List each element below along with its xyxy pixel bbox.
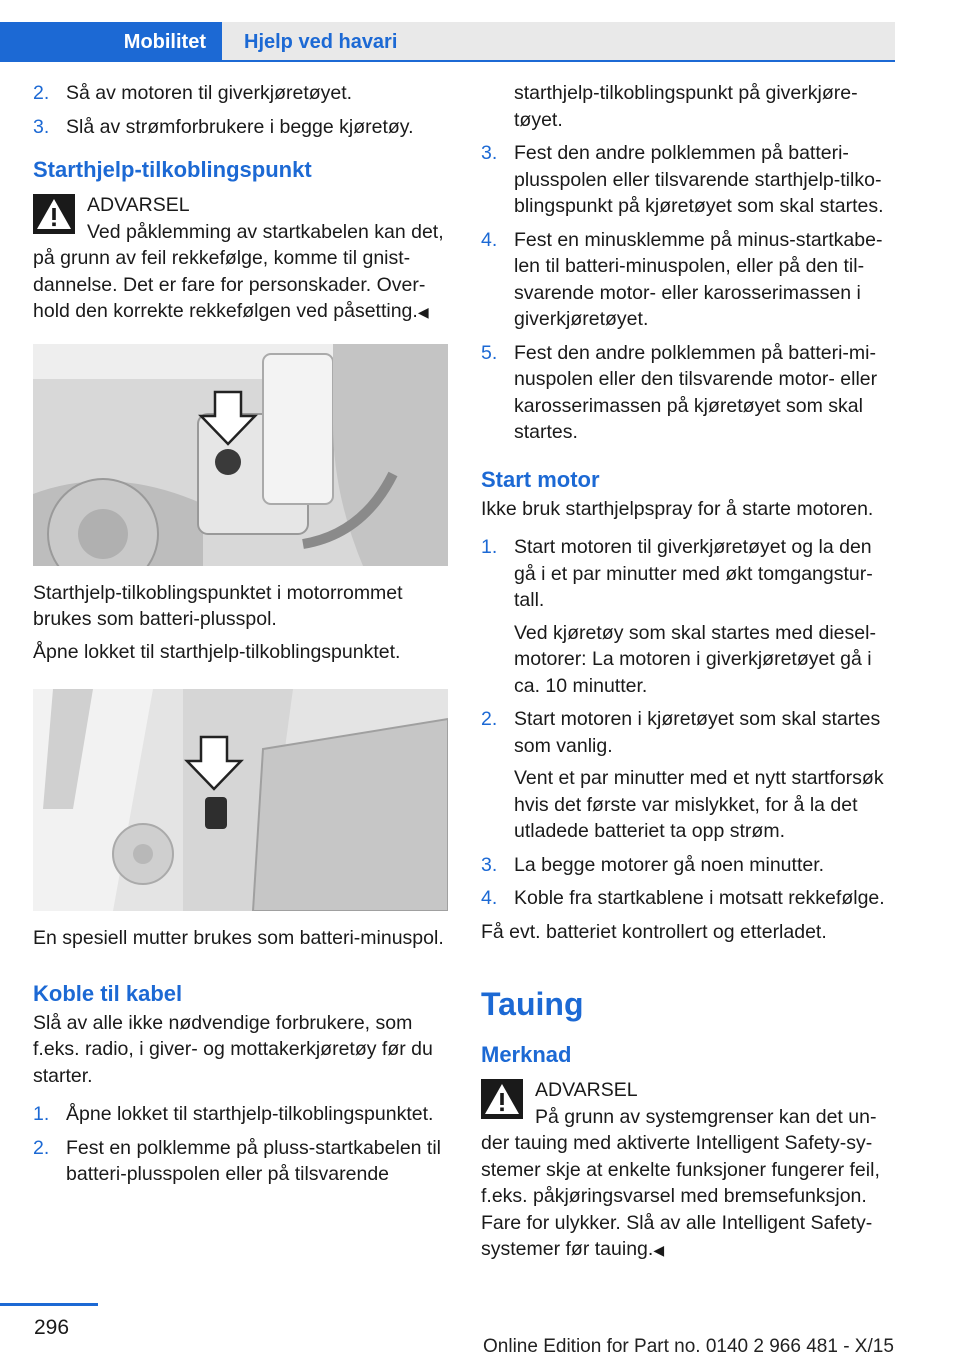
page-number: 296 [34, 1316, 70, 1339]
step-number: 1. [33, 1103, 50, 1125]
heading-start-engine: Start motor [481, 466, 600, 492]
list-item [481, 340, 896, 446]
text-no-spray: Ikke bruk starthjelpspray for å starte motoren. [481, 497, 874, 520]
list-item [481, 534, 896, 699]
tab-mobilitet-label: Mobilitet [123, 30, 206, 53]
heading-connect-cable: Koble til kabel [33, 980, 183, 1006]
text-battery-check: Få evt. batteriet kontrollert og etterladet. [481, 920, 827, 943]
step-number: 3. [481, 142, 498, 164]
step-number: 2. [33, 82, 50, 104]
list-item [481, 706, 896, 845]
header-divider [0, 60, 895, 62]
caption-plus-pole: Starthjelp-tilkoblingspunktet i motorrommet brukes som batteri-plusspol. [33, 581, 403, 630]
edition-note: Online Edition for Part no. 0140 2 966 481 - X/15 [483, 1336, 894, 1357]
end-mark: ◀ [653, 1242, 665, 1258]
warning-title: ADVARSEL [87, 194, 190, 216]
step-text: Fest en minusklemme på minus-startkabelen til batteri-minuspolen, eller på den tilsvarende motor- eller karosserimassen i giverkjøretøyet. [514, 228, 883, 330]
text-cable: Slå av alle ikke nødvendige forbrukere, som f.eks. radio, i giver- og mottakerkjøretøy før du starter. [33, 1011, 433, 1087]
steps-top-list [33, 80, 448, 140]
minus-pole-nut-image [33, 689, 448, 911]
page-header [0, 0, 960, 62]
step-text [514, 706, 896, 845]
step-sub-text: Ved kjøretøy som skal startes med dieselmotorer: La motoren i giverkjøretøyet gå i ca. 10 minutter. [514, 621, 876, 697]
list-item [33, 1101, 448, 1128]
tab-mobilitet[interactable] [0, 22, 222, 62]
list-item [481, 80, 896, 133]
step-number: 5. [481, 341, 498, 364]
step-text: La begge motorer gå noen minutter. [514, 853, 825, 876]
warning-box [481, 1077, 896, 1264]
step-text: Koble fra startkablene i motsatt rekkefølge. [514, 887, 885, 909]
step-number: 4. [481, 228, 498, 251]
list-item [481, 852, 896, 879]
step-text: Så av motoren til giverkjøretøyet. [66, 82, 353, 104]
list-item [481, 227, 896, 333]
step-number: 4. [481, 887, 498, 909]
step-text: Fest den andre polklemmen på batteri-minuspolen eller den tilsvarende motor- eller karosserimassen på kjøretøyet som skal startes. [514, 341, 878, 443]
warning-text: På grunn av systemgrenser kan det under tauing med aktiverte Intelligent Safety-systemer skje at enkelte funksjoner fungerer feil, f.eks. påkjøringsvarsel med bremsefunksjon. Fare for ulykker. Slå av alle Intelligent Safety-systemer før tauing. [481, 1105, 880, 1260]
heading-towing: Tauing [481, 986, 584, 1022]
step-number: 3. [33, 115, 50, 138]
step-number: 2. [33, 1136, 50, 1159]
tab-hjelp-ved-havari-label: Hjelp ved havari [244, 30, 398, 53]
step-number: 1. [481, 536, 498, 558]
right-column [481, 80, 896, 1272]
tab-hjelp-ved-havari[interactable] [222, 22, 895, 62]
left-column [33, 80, 448, 1195]
heading-connection-point: Starthjelp-tilkoblingspunkt [33, 157, 312, 182]
list-item [481, 885, 896, 912]
list-item [33, 80, 448, 107]
text-open-lid: Åpne lokket til starthjelp-tilkoblingspunktet. [33, 640, 401, 663]
heading-note: Merknad [481, 1042, 572, 1067]
step-text: Åpne lokket til starthjelp-tilkoblingspunktet. [66, 1103, 434, 1125]
start-steps-list [481, 534, 896, 912]
warning-title: ADVARSEL [535, 1079, 638, 1101]
step-text: starthjelp-tilkoblingspunkt på giverkjøretøyet. [514, 82, 858, 131]
footer-accent-bar [0, 1303, 98, 1306]
warning-box [33, 192, 448, 326]
warning-triangle-icon [33, 194, 75, 234]
step-number: 3. [481, 853, 498, 876]
steps-cable-list [33, 1101, 448, 1188]
list-item [481, 140, 896, 220]
end-mark: ◀ [417, 304, 429, 320]
step-text [514, 534, 896, 699]
list-item [33, 114, 448, 141]
step-text: Fest en polklemme på pluss-startkabelen til batteri-plusspolen eller på tilsvarende [66, 1136, 442, 1185]
warning-text: Ved påklemming av startkabelen kan det, på grunn av feil rekkefølge, komme til gnistdannelse. Det er fare for personskader. Overhold den korrekte rekkefølgen ved påsetting. [33, 220, 444, 322]
step-number-empty [481, 80, 514, 133]
step-main-text: Start motoren i kjøretøyet som skal startes som vanlig. [514, 708, 881, 757]
caption-minus-pole: En spesiell mutter brukes som batteri-minuspol. [33, 927, 444, 949]
list-item [33, 1135, 448, 1188]
warning-triangle-icon [481, 1079, 523, 1119]
step-text: Slå av strømforbrukere i begge kjøretøy. [66, 115, 414, 138]
engine-bay-plus-pole-image [33, 344, 448, 566]
step-main-text: Start motoren til giverkjøretøyet og la den gå i et par minutter med økt tomgangsturtall. [514, 536, 873, 611]
step-sub-text: Vent et par minutter med et nytt startforsøk hvis det første var mislykket, for å la det utladede batteriet ta opp strøm. [514, 767, 884, 842]
step-text: Fest den andre polklemmen på batteri-plusspolen eller tilsvarende starthjelp-tilkoblingspunkt på kjøretøyet som skal startes. [514, 142, 884, 217]
step-number: 2. [481, 708, 498, 730]
steps-continued-list [481, 80, 896, 446]
